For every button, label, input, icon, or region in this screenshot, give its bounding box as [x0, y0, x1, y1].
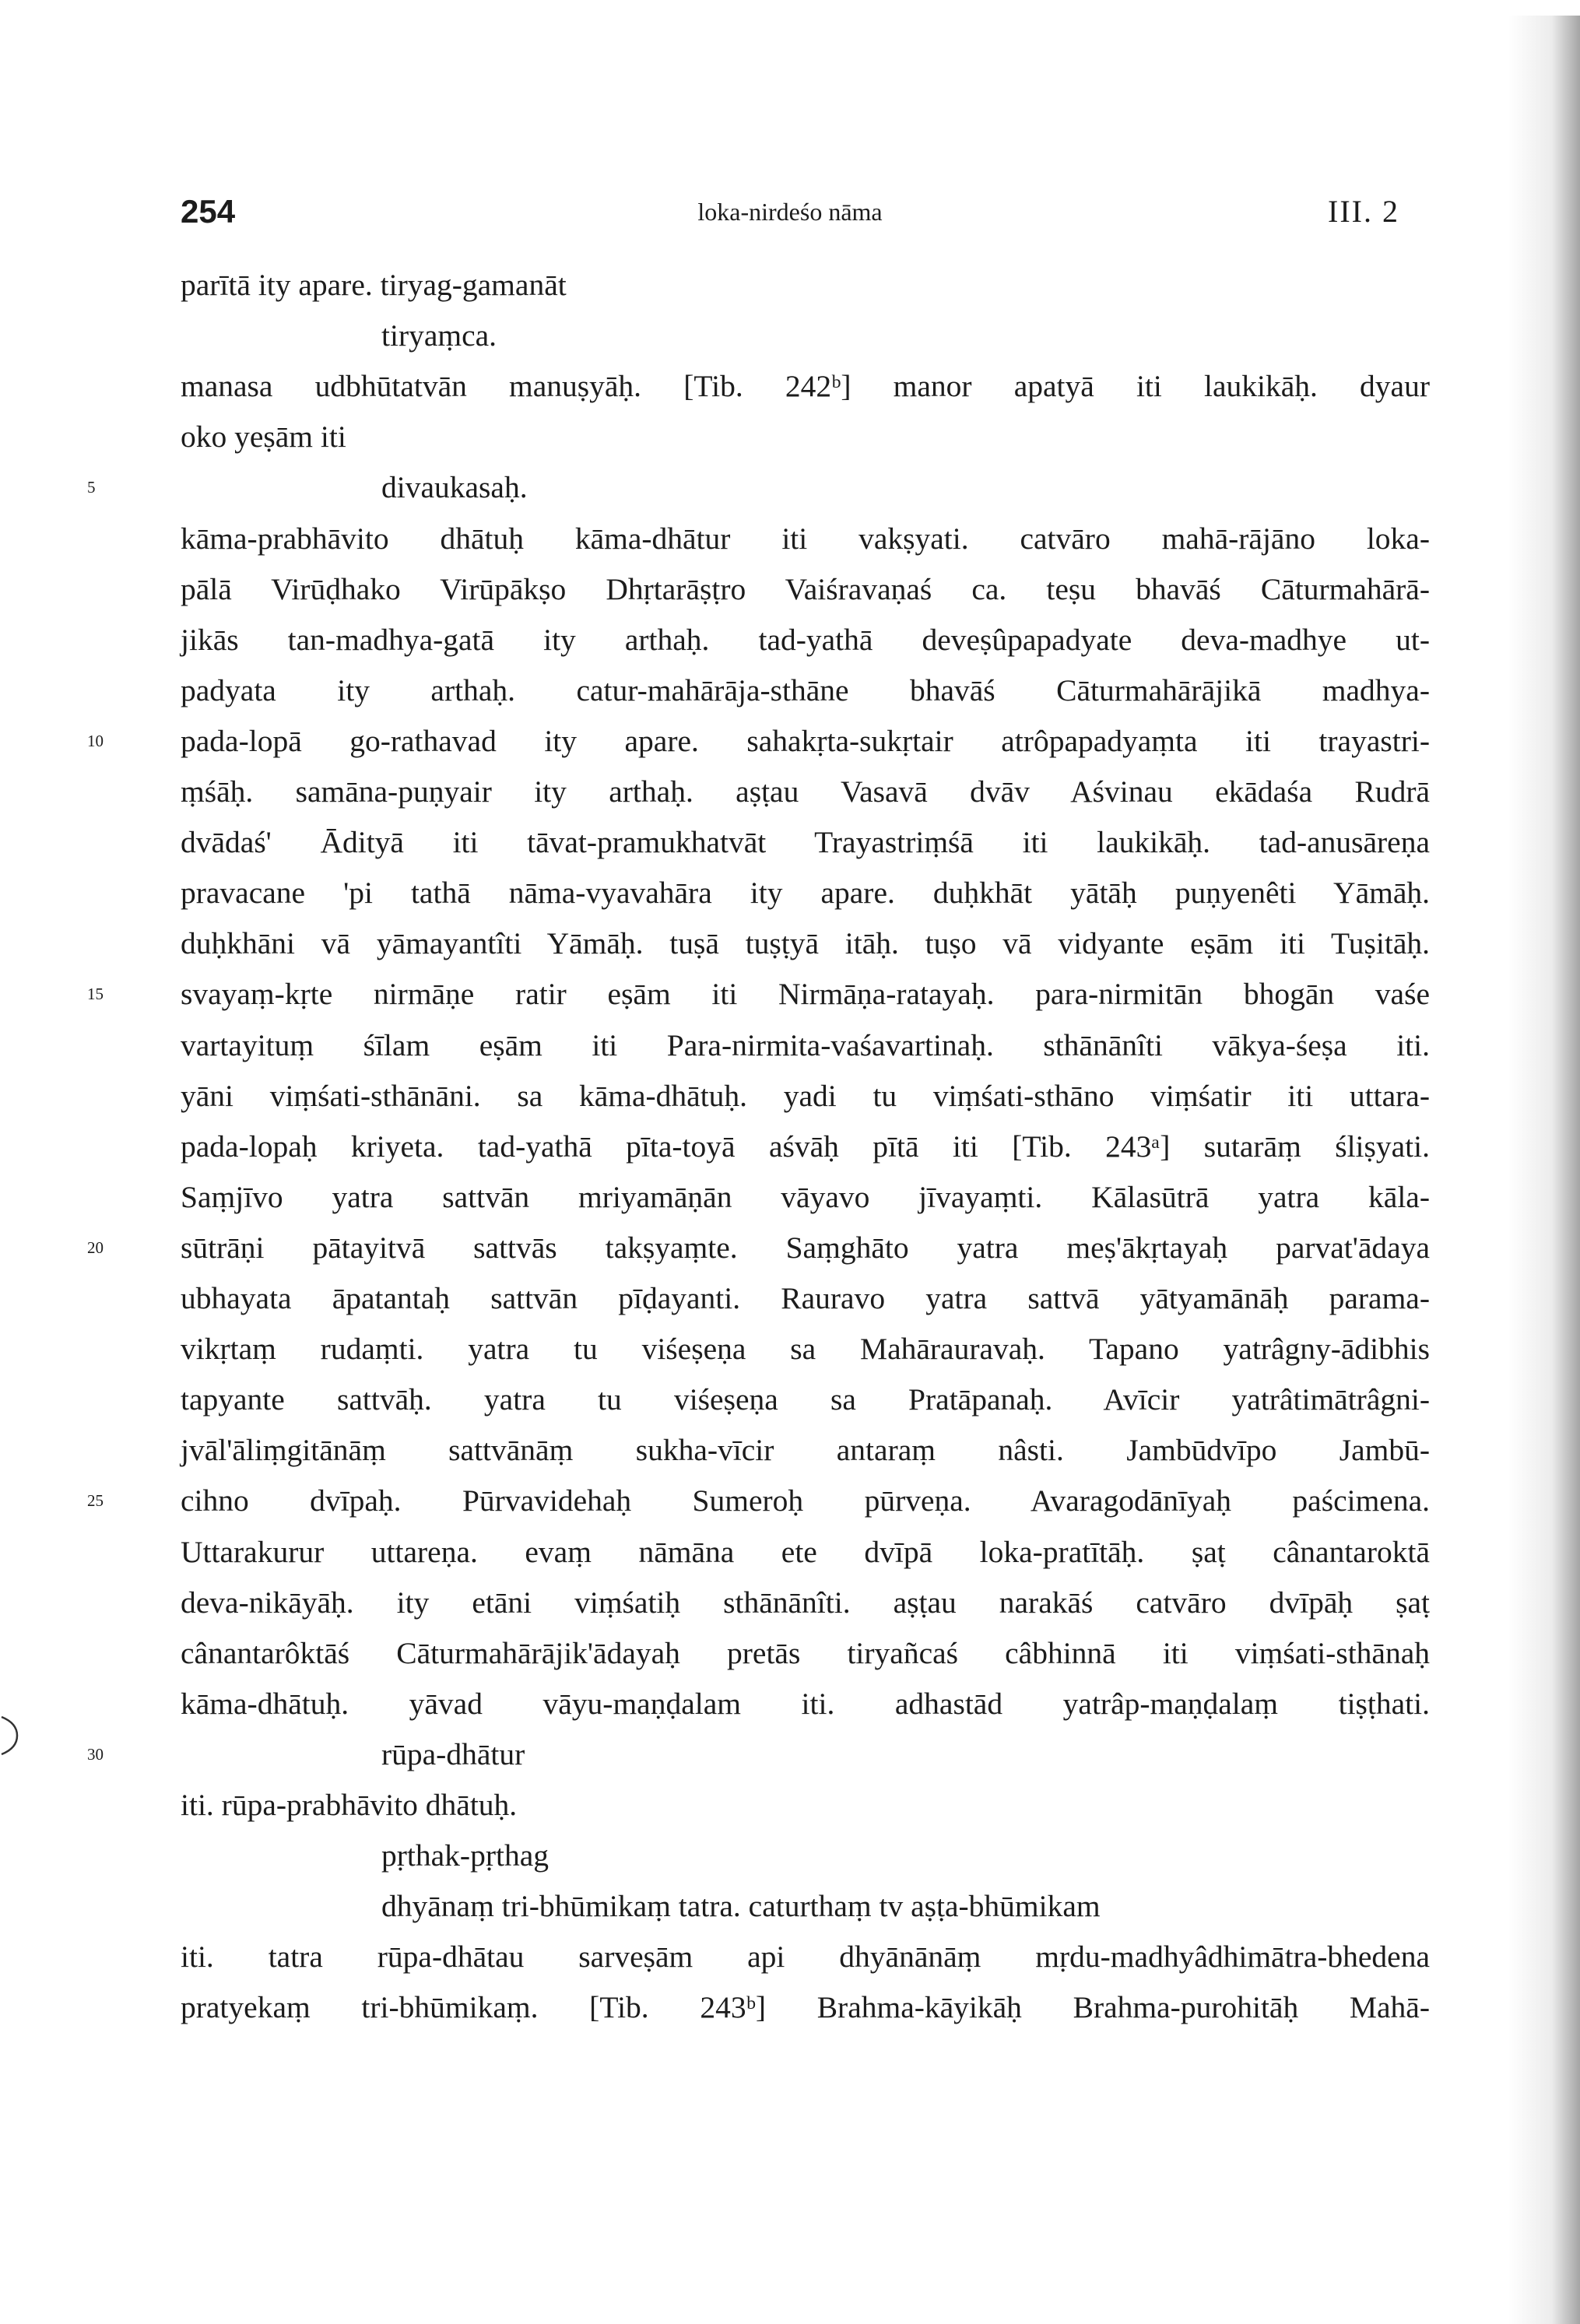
scan-edge-shadow — [1508, 16, 1580, 2324]
text-line: jikās tan-madhya-gatā ity arthaḥ. tad-yathā deveṣûpapadyate deva-madhye ut- — [181, 622, 1430, 657]
text-line: pālā Virūḍhako Virūpākṣo Dhṛtarāṣṭro Vaiśravaṇaś ca. teṣu bhavāś Cāturmahārā- — [181, 571, 1430, 606]
line-number: 30 — [87, 1744, 104, 1764]
text-line: dvādaś' Ādityā iti tāvat-pramukhatvāt Trayastriṃśā iti laukikāḥ. tad-anusāreṇa — [181, 825, 1430, 860]
text-line: duḥkhāni vā yāmayantîti Yāmāḥ. tuṣā tuṣṭyā itāḥ. tuṣo vā vidyante eṣām iti Tuṣitāḥ. — [181, 926, 1430, 961]
line-number: 15 — [87, 985, 104, 1004]
text-line: pṛthak-pṛthag — [381, 1838, 549, 1873]
text-line: Uttarakurur uttareṇa. evaṃ nāmāna ete dvīpā loka-pratītāḥ. ṣaṭ cânantaroktā — [181, 1534, 1430, 1569]
line-number: 5 — [87, 478, 96, 497]
line-number: 20 — [87, 1237, 104, 1257]
text-line: deva-nikāyāḥ. ity etāni viṃśatiḥ sthānānîti. aṣṭau narakāś catvāro dvīpāḥ ṣaṭ — [181, 1585, 1430, 1620]
text-line: tapyante sattvāḥ. yatra tu viśeṣeṇa sa Pratāpanaḥ. Avīcir yatrâtimātrâgni- — [181, 1382, 1430, 1417]
text-line: pravacane 'pi tathā nāma-vyavahāra ity apare. duḥkhāt yātāḥ puṇyenêti Yāmāḥ. — [181, 876, 1430, 911]
text-line: oko yeṣām iti — [181, 420, 346, 455]
text-line: parītā ity apare. tiryag-gamanāt — [181, 268, 567, 302]
text-line: cânantarôktāś Cāturmahārājik'ādayaḥ pretās tiryañcaś câbhinnā iti viṃśati-sthānaḥ — [181, 1635, 1430, 1670]
text-line: kāma-prabhāvito dhātuḥ kāma-dhātur iti vakṣyati. catvāro mahā-rājāno loka- — [181, 521, 1430, 556]
text-line: vikṛtaṃ rudaṃti. yatra tu viśeṣeṇa sa Mahārauravaḥ. Tapano yatrâgny-ādibhis — [181, 1332, 1430, 1367]
text-line: ṃśāḥ. samāna-puṇyair ity arthaḥ. aṣṭau Vasavā dvāv Aśvinau ekādaśa Rudrā — [181, 774, 1430, 809]
text-line: iti. tatra rūpa-dhātau sarveṣām api dhyānānāṃ mṛdu-madhyâdhimātra-bhedena — [181, 1940, 1430, 1975]
text-line: vartayituṃ śīlam eṣām iti Para-nirmita-vaśavartinaḥ. sthānānîti vākya-śeṣa iti. — [181, 1027, 1430, 1062]
text-line: pratyekaṃ tri-bhūmikaṃ. [Tib. 243ᵇ] Brahma-kāyikāḥ Brahma-purohitāḥ Mahā- — [181, 1990, 1430, 2025]
text-line: kāma-dhātuḥ. yāvad vāyu-maṇḍalam iti. adhastād yatrâp-maṇḍalaṃ tiṣṭhati. — [181, 1686, 1430, 1721]
margin-bracket-mark — [0, 1712, 31, 1759]
line-number: 25 — [87, 1491, 104, 1511]
text-line: tiryaṃca. — [381, 318, 497, 353]
text-line: jvāl'āliṃgitānāṃ sattvānāṃ sukha-vīcir antaraṃ nâsti. Jambūdvīpo Jambū- — [181, 1433, 1430, 1468]
page-number: 254 — [181, 193, 236, 230]
text-line: pada-lopā go-rathavad ity apare. sahakṛta-sukṛtair atrôpapadyaṃta iti trayastri- — [181, 723, 1430, 758]
text-line: padyata ity arthaḥ. catur-mahārāja-sthāne bhavāś Cāturmahārājikā madhya- — [181, 672, 1430, 707]
scan-edge-strip — [1508, 16, 1580, 2324]
section-number: III. 2 — [1328, 194, 1399, 229]
text-line: sūtrāṇi pātayitvā sattvās takṣyaṃte. Saṃghāto yatra meṣ'ākṛtayaḥ parvat'ādaya — [181, 1230, 1430, 1265]
text-line: yāni viṃśati-sthānāni. sa kāma-dhātuḥ. yadi tu viṃśati-sthāno viṃśatir iti uttara- — [181, 1078, 1430, 1113]
text-line: manasa udbhūtatvān manuṣyāḥ. [Tib. 242ᵇ] manor apatyā iti laukikāḥ. dyaur — [181, 369, 1430, 404]
running-title: loka-nirdeśo nāma — [697, 198, 883, 226]
text-line: iti. rūpa-prabhāvito dhātuḥ. — [181, 1788, 518, 1822]
line-number: 10 — [87, 731, 104, 750]
text-line: svayaṃ-kṛte nirmāṇe ratir eṣām iti Nirmāṇa-ratayaḥ. para-nirmitān bhogān vaśe — [181, 977, 1430, 1012]
text-line: ubhayata āpatantaḥ sattvān pīḍayanti. Rauravo yatra sattvā yātyamānāḥ parama- — [181, 1281, 1430, 1315]
text-line: divaukasaḥ. — [381, 470, 528, 505]
text-line: rūpa-dhātur — [381, 1736, 525, 1771]
text-line: pada-lopaḥ kriyeta. tad-yathā pīta-toyā aśvāḥ pītā iti [Tib. 243ᵃ] sutarāṃ śliṣyati. — [181, 1129, 1430, 1164]
text-line: Saṃjīvo yatra sattvān mriyamāṇān vāyavo jīvayaṃti. Kālasūtrā yatra kāla- — [181, 1179, 1430, 1214]
text-line: cihno dvīpaḥ. Pūrvavidehaḥ Sumeroḥ pūrveṇa. Avaragodānīyaḥ paścimena. — [181, 1483, 1430, 1518]
text-line: dhyānaṃ tri-bhūmikaṃ tatra. caturthaṃ tv aṣṭa-bhūmikam — [381, 1889, 1101, 1924]
